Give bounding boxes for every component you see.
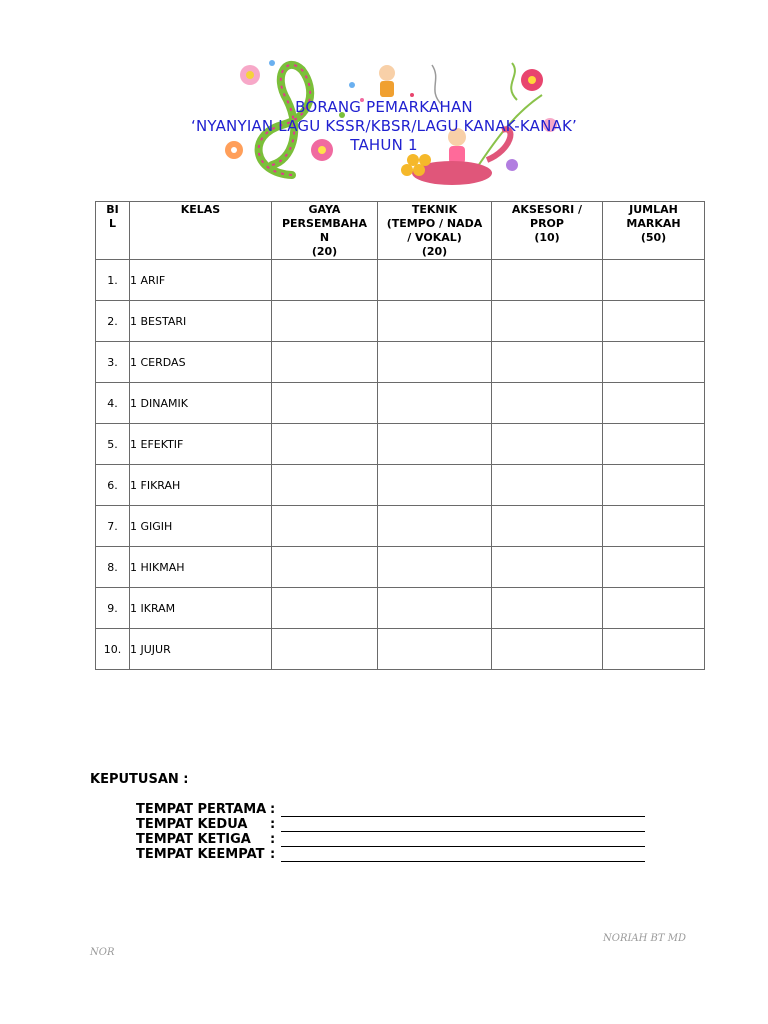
table-row — [96, 506, 705, 547]
header-gaya-line: GAYA — [308, 203, 341, 216]
score-cell-jumlah[interactable] — [603, 342, 705, 383]
row-bil: 5. — [96, 424, 130, 465]
score-cell-teknik[interactable] — [378, 629, 492, 670]
header-gaya — [272, 202, 378, 260]
score-cell-jumlah[interactable] — [603, 547, 705, 588]
row-kelas: 1 ARIF — [130, 260, 272, 301]
header-teknik-line: / VOKAL) — [407, 231, 462, 244]
place-fourth-label: TEMPAT KEEMPAT — [136, 847, 265, 862]
header-gaya-line: (20) — [311, 245, 338, 258]
row-bil: 1. — [96, 260, 130, 301]
table-row — [96, 260, 705, 301]
score-cell-teknik[interactable] — [378, 383, 492, 424]
place-first-line[interactable] — [281, 802, 645, 817]
score-cell-gaya[interactable] — [272, 629, 378, 670]
score-cell-jumlah[interactable] — [603, 629, 705, 670]
row-kelas: 1 FIKRAH — [130, 465, 272, 506]
score-cell-gaya[interactable] — [272, 301, 378, 342]
header-bil-line: L — [108, 217, 116, 230]
footer-author-right: NORIAH BT MD — [603, 933, 687, 944]
place-third-label: TEMPAT KETIGA — [136, 832, 251, 847]
score-cell-aksesori[interactable] — [492, 547, 603, 588]
score-cell-aksesori[interactable] — [492, 424, 603, 465]
score-cell-gaya[interactable] — [272, 424, 378, 465]
header-gaya-line: N — [319, 231, 330, 244]
score-cell-gaya[interactable] — [272, 465, 378, 506]
header-jumlah-line: JUMLAH — [629, 203, 678, 216]
header-gaya-line: PERSEMBAHA — [281, 217, 368, 230]
row-kelas: 1 GIGIH — [130, 506, 272, 547]
score-cell-aksesori[interactable] — [492, 506, 603, 547]
score-table — [95, 201, 705, 670]
header-kelas-line: KELAS — [180, 203, 221, 216]
score-cell-jumlah[interactable] — [603, 301, 705, 342]
header-aksesori — [492, 202, 603, 260]
score-cell-jumlah[interactable] — [603, 506, 705, 547]
row-bil: 4. — [96, 383, 130, 424]
score-cell-jumlah[interactable] — [603, 588, 705, 629]
header-teknik-line: (TEMPO / NADA — [386, 217, 483, 230]
row-bil: 8. — [96, 547, 130, 588]
page-title-line2: ‘NYANYIAN LAGU KSSR/KBSR/LAGU KANAK-KANAK’ — [191, 117, 577, 135]
score-cell-teknik[interactable] — [378, 547, 492, 588]
score-cell-aksesori[interactable] — [492, 465, 603, 506]
table-row — [96, 547, 705, 588]
table-row — [96, 342, 705, 383]
table-header-row — [96, 202, 705, 260]
row-kelas: 1 CERDAS — [130, 342, 272, 383]
page-title-line1: BORANG PEMARKAHAN — [295, 98, 473, 116]
place-third-line[interactable] — [281, 832, 645, 847]
score-cell-aksesori[interactable] — [492, 260, 603, 301]
header-teknik-line: TEKNIK — [411, 203, 458, 216]
score-cell-gaya[interactable] — [272, 383, 378, 424]
header-aksesori-line: AKSESORI / — [511, 203, 583, 216]
score-cell-jumlah[interactable] — [603, 465, 705, 506]
score-cell-gaya[interactable] — [272, 342, 378, 383]
row-bil: 10. — [96, 629, 130, 670]
score-cell-gaya[interactable] — [272, 547, 378, 588]
score-cell-aksesori[interactable] — [492, 383, 603, 424]
place-third-colon: : — [270, 832, 276, 847]
score-cell-aksesori[interactable] — [492, 588, 603, 629]
score-cell-gaya[interactable] — [272, 506, 378, 547]
header-kelas — [130, 202, 272, 260]
score-cell-teknik[interactable] — [378, 260, 492, 301]
score-cell-aksesori[interactable] — [492, 629, 603, 670]
row-kelas: 1 IKRAM — [130, 588, 272, 629]
header-jumlah-line: MARKAH — [626, 217, 681, 230]
header-aksesori-line: PROP — [530, 217, 564, 230]
row-kelas: 1 JUJUR — [130, 629, 272, 670]
score-cell-jumlah[interactable] — [603, 260, 705, 301]
footer-author-left: NOR — [90, 947, 115, 958]
place-second-colon: : — [270, 817, 276, 832]
row-kelas: 1 DINAMIK — [130, 383, 272, 424]
place-first-colon: : — [270, 802, 276, 817]
score-cell-aksesori[interactable] — [492, 301, 603, 342]
table-row — [96, 301, 705, 342]
decision-label: KEPUTUSAN : — [90, 772, 189, 787]
place-first-label: TEMPAT PERTAMA — [136, 802, 267, 817]
score-cell-teknik[interactable] — [378, 506, 492, 547]
row-kelas: 1 HIKMAH — [130, 547, 272, 588]
place-fourth-line[interactable] — [281, 847, 645, 862]
header-aksesori-line: (10) — [534, 231, 560, 244]
table-row — [96, 588, 705, 629]
score-cell-gaya[interactable] — [272, 260, 378, 301]
score-cell-gaya[interactable] — [272, 588, 378, 629]
place-second-label: TEMPAT KEDUA — [136, 817, 248, 832]
table-row — [96, 424, 705, 465]
score-cell-teknik[interactable] — [378, 424, 492, 465]
row-bil: 9. — [96, 588, 130, 629]
row-kelas: 1 EFEKTIF — [130, 424, 272, 465]
score-cell-teknik[interactable] — [378, 342, 492, 383]
table-row — [96, 465, 705, 506]
score-cell-jumlah[interactable] — [603, 424, 705, 465]
table-row — [96, 383, 705, 424]
row-bil: 7. — [96, 506, 130, 547]
place-second-line[interactable] — [281, 817, 645, 832]
header-bil-line: BI — [106, 203, 119, 216]
row-kelas: 1 BESTARI — [130, 301, 272, 342]
header-teknik — [378, 202, 492, 260]
page-title-line3: TAHUN 1 — [350, 136, 418, 154]
header-teknik-line: (20) — [421, 245, 448, 258]
row-bil: 3. — [96, 342, 130, 383]
score-cell-aksesori[interactable] — [492, 342, 603, 383]
score-cell-teknik[interactable] — [378, 588, 492, 629]
header-jumlah-line: (50) — [640, 231, 667, 244]
header-jumlah — [603, 202, 705, 260]
table-row — [96, 629, 705, 670]
row-bil: 2. — [96, 301, 130, 342]
place-fourth-colon: : — [270, 847, 276, 862]
header-bil — [96, 202, 130, 260]
score-cell-teknik[interactable] — [378, 301, 492, 342]
score-cell-teknik[interactable] — [378, 465, 492, 506]
row-bil: 6. — [96, 465, 130, 506]
score-cell-jumlah[interactable] — [603, 383, 705, 424]
